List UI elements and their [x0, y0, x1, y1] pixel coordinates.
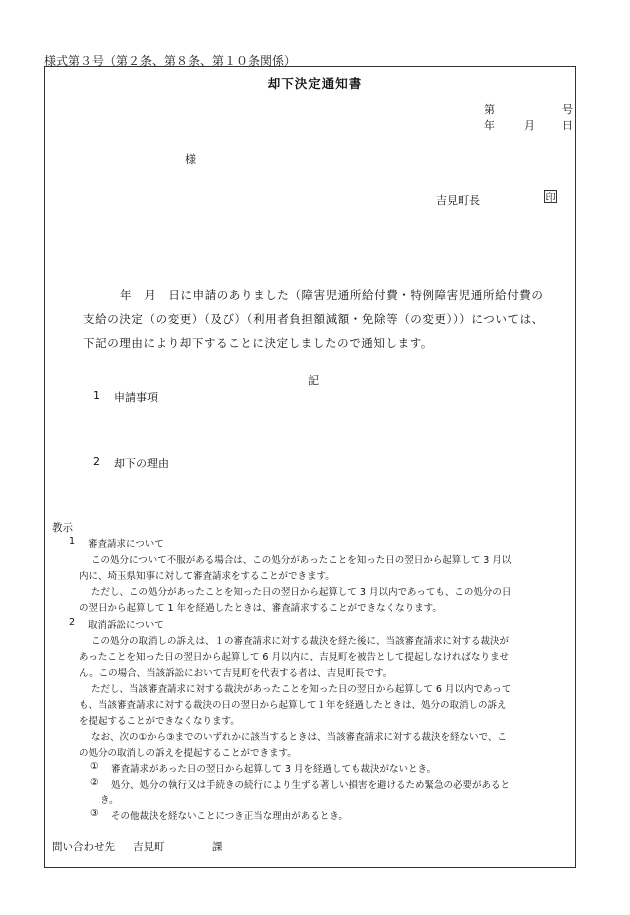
date-month: 月 [524, 119, 535, 132]
sub-item-2-mark: ② [90, 777, 99, 788]
section-2-line-3: ん。この場合、当該訴訟において吉見町を代表する者は、吉見町長です。 [79, 668, 393, 679]
document-title: 却下決定通知書 [267, 76, 363, 91]
section-2-line-4: ただし、当該審査請求に対する裁決があったことを知った日の翌日から起算して 6 月以内であって [91, 684, 512, 695]
date-day: 日 [562, 119, 573, 132]
form-number-label: 様式第３号（第２条、第８条、第１０条関係） [44, 54, 297, 68]
section-2-number: 2 [69, 617, 76, 628]
item-1-number: 1 [93, 389, 100, 402]
section-2-title: 取消訴訟について [88, 620, 164, 631]
ki-marker: 記 [308, 374, 319, 387]
section-2-line-7: なお、次の①から③までのいずれかに該当するときは、当該審査請求に対する裁決を経ないで、こ [91, 732, 507, 743]
body-line-2: 支給の決定（の変更）（及び）（利用者負担額減額・免除等（の変更）））については、 [83, 312, 544, 326]
item-1-label: 申請事項 [114, 391, 158, 404]
sub-item-3-text: その他裁決を経ないことにつき正当な理由があるとき。 [111, 811, 348, 822]
section-1-line-3: ただし、この処分があったことを知った日の翌日から起算して 3 月以内であっても、この処分の日 [91, 587, 512, 598]
section-1-line-4: の翌日から起算して 1 年を経過したときは、審査請求することができなくなります。 [79, 603, 442, 614]
section-1-number: 1 [69, 536, 76, 547]
section-2-line-1: この処分の取消しの訴えは、１の審査請求に対する裁決を経た後に、当該審査請求に対する裁決が [91, 636, 510, 647]
sub-item-1-text: 審査請求があった日の翌日から起算して 3 月を経過しても裁決がないとき。 [111, 764, 437, 775]
sender-name: 吉見町長 [436, 194, 480, 207]
sub-item-2-text: 処分、処分の執行又は手続きの続行により生ずる著しい損害を避けるため緊急の必要があると [111, 780, 511, 791]
section-1-line-2: 内に、埼玉県知事に対して審査請求をすることができます。 [79, 571, 335, 582]
section-2-line-5: も、当該審査請求に対する裁決の日の翌日から起算して１年を経過したときは、処分の取消しの訴え [79, 700, 507, 711]
sub-item-2-continuation: き。 [100, 795, 119, 806]
date-year: 年 [484, 119, 495, 132]
section-2-line-8: の処分の取消しの訴えを提起することができます。 [79, 748, 297, 759]
number-prefix: 第 [484, 103, 495, 116]
body-line-3: 下記の理由により却下することに決定しましたので通知します。 [83, 336, 433, 350]
contact-town: 吉見町 [133, 841, 165, 853]
contact-department: 課 [212, 841, 223, 853]
sub-item-1-mark: ① [90, 761, 99, 772]
kyouji-heading: 教示 [52, 522, 73, 534]
section-1-line-1: この処分について不服がある場合は、この処分があったことを知った日の翌日から起算して 3 月以 [91, 555, 512, 566]
number-suffix: 号 [562, 103, 573, 116]
section-2-line-2: あったことを知った日の翌日から起算して 6 月以内に、吉見町を被告として提起しなければなりませ [79, 652, 509, 663]
item-2-label: 却下の理由 [114, 457, 169, 470]
contact-label: 問い合わせ先 [52, 841, 115, 853]
seal-mark: 印 [544, 190, 557, 203]
body-line-1: 年 月 日に申請のありました（障害児通所給付費・特例障害児通所給付費の [120, 288, 544, 302]
addressee-suffix: 様 [185, 153, 196, 166]
section-1-title: 審査請求について [88, 539, 164, 550]
sub-item-3-mark: ③ [90, 808, 99, 819]
section-2-line-6: を提起することができなくなります。 [79, 716, 240, 727]
item-2-number: 2 [93, 455, 100, 468]
